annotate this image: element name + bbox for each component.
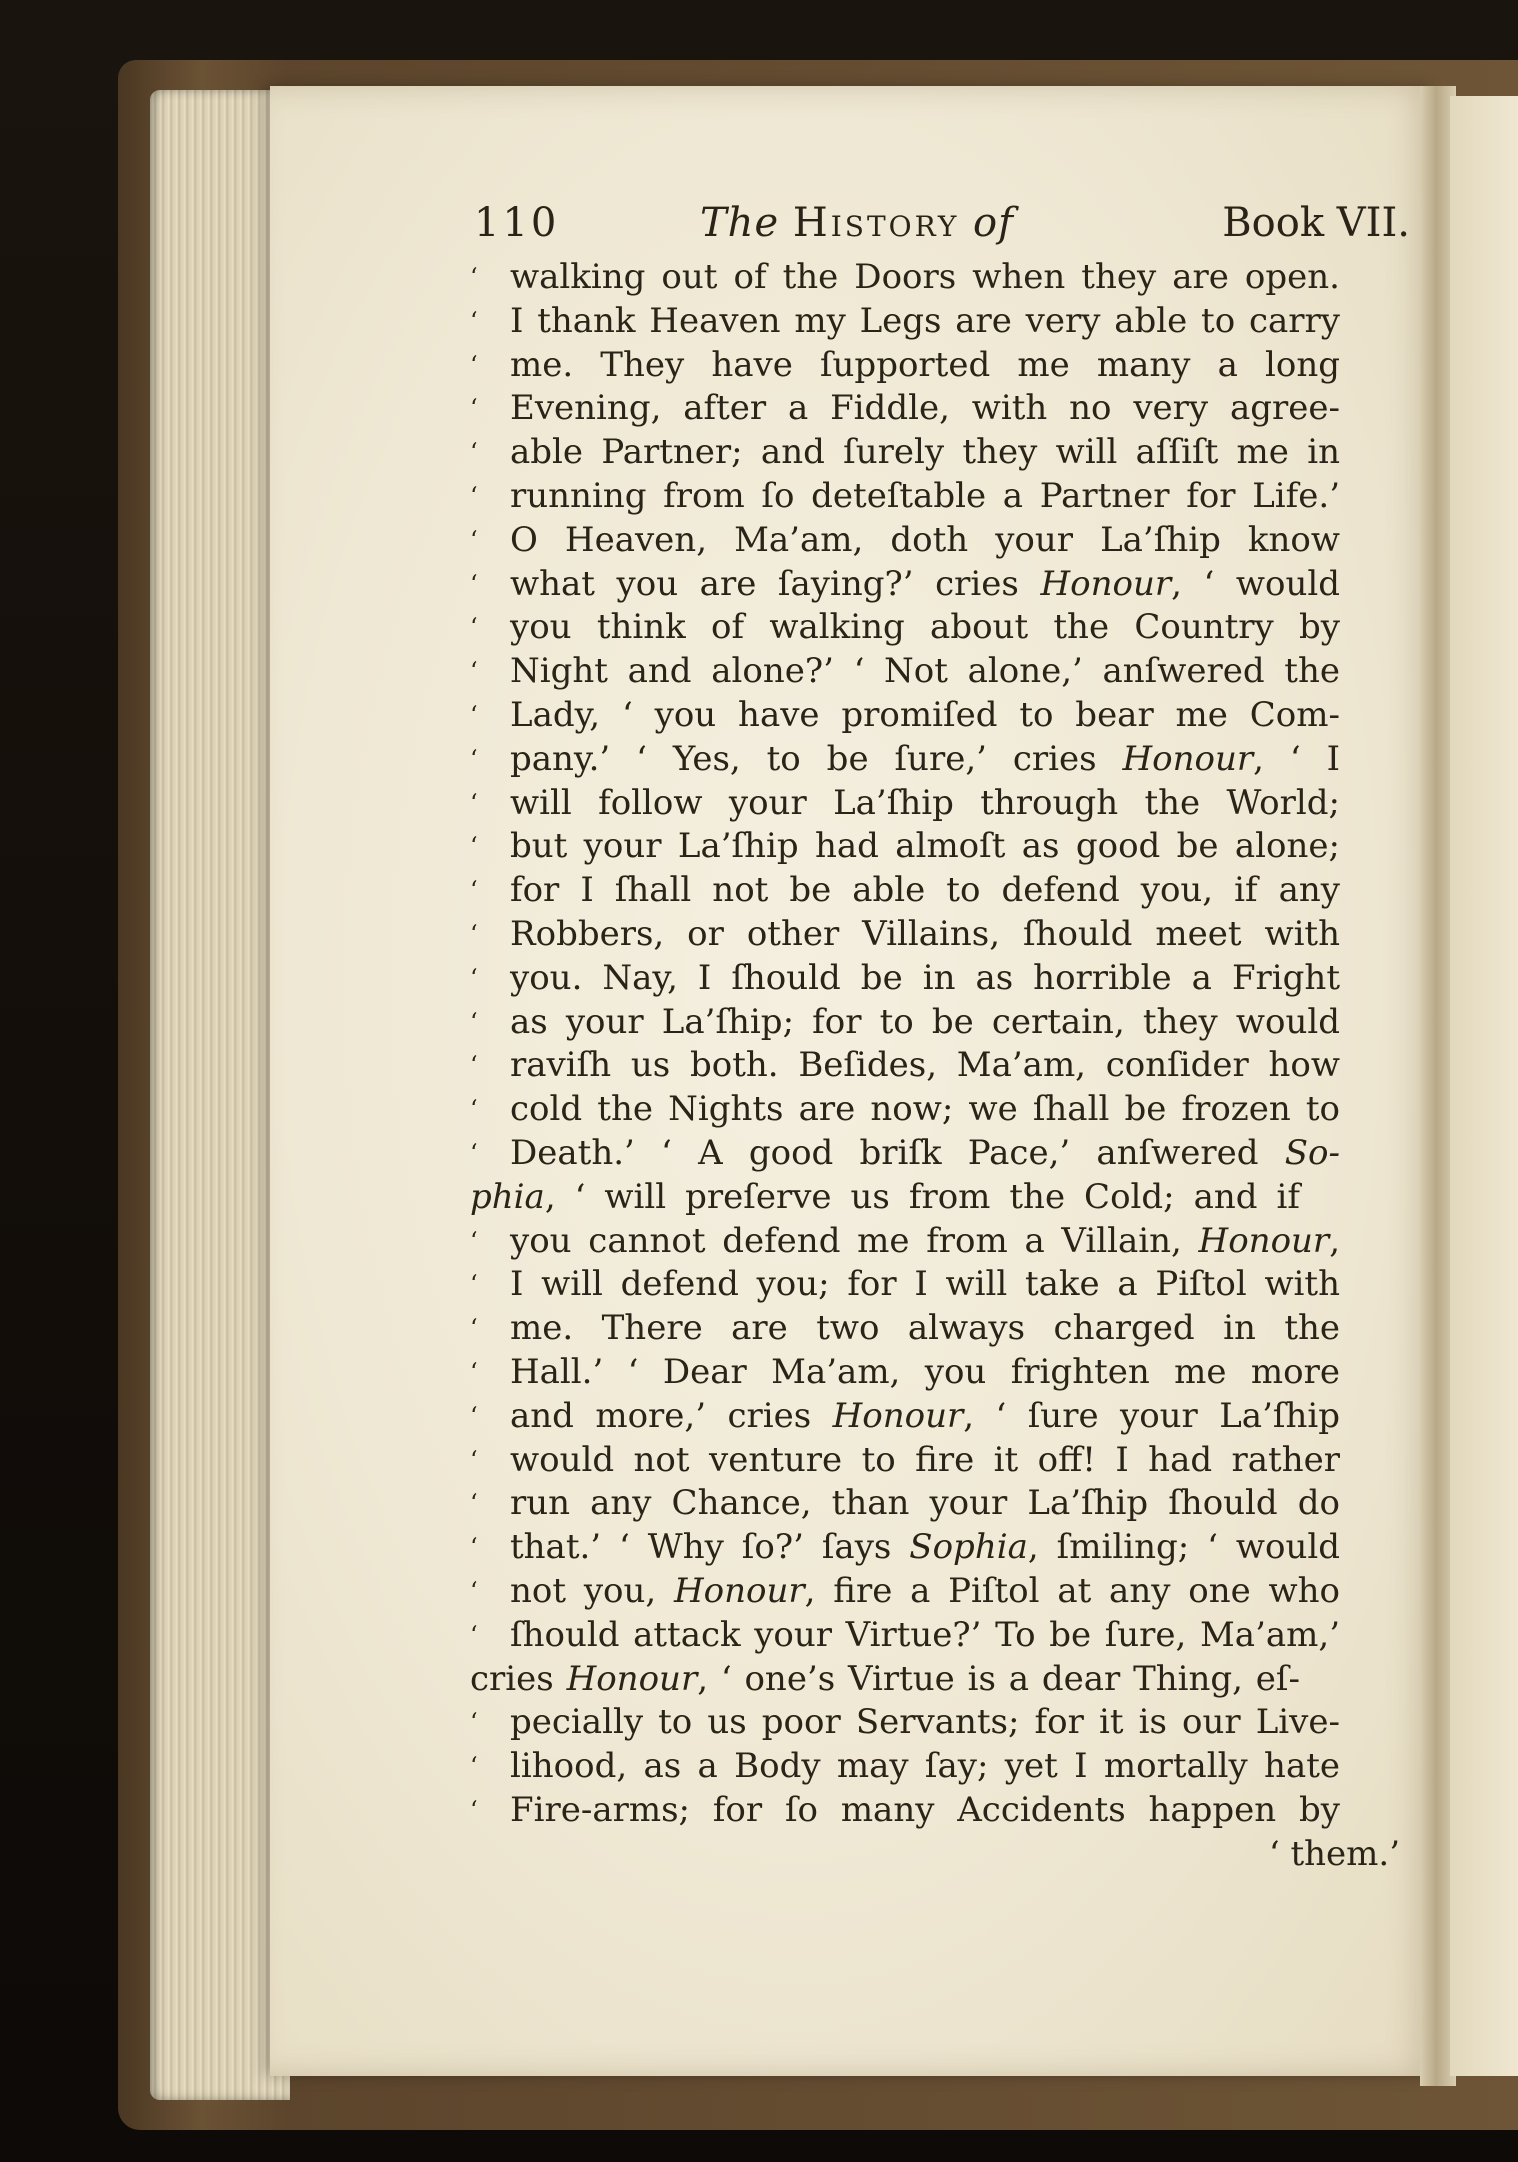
- quote-mark: ‘: [470, 963, 478, 992]
- text-line: [440, 344, 1340, 388]
- quote-mark: ‘: [470, 832, 478, 861]
- quote-mark: ‘: [470, 525, 478, 554]
- line-text: will follow your La’ſhip through the World;: [510, 782, 1340, 823]
- text-line: [440, 1745, 1340, 1789]
- quote-mark: ‘: [470, 744, 478, 773]
- running-title-main: History: [792, 200, 960, 246]
- book-label: Book VII.: [1222, 200, 1410, 246]
- quote-mark: ‘: [470, 1138, 478, 1167]
- line-text: ,: [1329, 1220, 1340, 1261]
- text-line: [440, 1789, 1340, 1833]
- line-text: you. Nay, I ſhould be in as horrible a Fright: [510, 957, 1340, 998]
- line-text: Evening, after a Fiddle, with no very agree-: [510, 388, 1340, 429]
- facing-page-edge: [1450, 96, 1518, 2076]
- line-text: me. There are two always charged in the: [510, 1308, 1340, 1349]
- line-text: Hall.’ ‘ Dear Ma’am, you frighten me more: [510, 1351, 1340, 1392]
- line-text: raviſh us both. Beſides, Ma’am, conſider how: [510, 1045, 1340, 1086]
- line-text: O Heaven, Ma’am, doth your La’ſhip know: [510, 519, 1340, 560]
- line-text: pany.’ ‘ Yes, to be ſure,’ cries: [510, 738, 1123, 779]
- quote-mark: ‘: [470, 1445, 478, 1474]
- italic-name: So-: [1284, 1132, 1340, 1173]
- page-text: [440, 190, 1410, 1876]
- quote-mark: ‘: [470, 700, 478, 729]
- text-line: [440, 387, 1340, 431]
- italic-name: phia: [470, 1176, 545, 1217]
- line-text: ſhould attack your Virtue?’ To be ſure, Ma’am,’: [510, 1614, 1340, 1655]
- line-text: , ‘ one’s Virtue is a dear Thing, eſ-: [697, 1658, 1300, 1699]
- text-line: [440, 1263, 1340, 1307]
- line-text: , ‘ will preſerve us from the Cold; and if: [544, 1176, 1300, 1217]
- quote-mark: ‘: [470, 919, 478, 948]
- text-line: [440, 957, 1340, 1001]
- text-line: [440, 1044, 1340, 1088]
- quote-mark: ‘: [470, 1226, 478, 1255]
- line-text: Night and alone?’ ‘ Not alone,’ anſwered the: [510, 651, 1340, 692]
- quote-mark: ‘: [470, 1576, 478, 1605]
- quote-mark: ‘: [470, 1357, 478, 1386]
- page-edges: [150, 90, 290, 2100]
- italic-name: Honour: [1198, 1220, 1330, 1261]
- quote-mark: ‘: [470, 1752, 478, 1781]
- line-text: Death.’ ‘ A good briſk Pace,’ anſwered: [510, 1132, 1285, 1173]
- text-line: [440, 1439, 1340, 1483]
- text-line: [440, 431, 1340, 475]
- text-line: [440, 256, 1340, 300]
- text-line: [440, 694, 1340, 738]
- quote-mark: ‘: [470, 263, 478, 291]
- text-line: [440, 475, 1340, 519]
- text-line: [440, 1132, 1340, 1176]
- line-text: me. They have ſupported me many a long: [510, 344, 1340, 385]
- quote-mark: ‘: [470, 1795, 478, 1824]
- line-text: not you,: [510, 1570, 675, 1611]
- catchword: ‘ them.’: [1268, 1833, 1400, 1874]
- quote-mark: ‘: [470, 394, 478, 423]
- running-title-prefix: The: [700, 200, 780, 246]
- quote-mark: ‘: [470, 657, 478, 686]
- running-header: [440, 190, 1410, 256]
- italic-name: Sophia: [909, 1527, 1028, 1568]
- line-text: you think of walking about the Country by: [510, 607, 1340, 648]
- text-line: [440, 1220, 1340, 1264]
- text-line: [440, 1701, 1340, 1745]
- line-text: Fire-arms; for ſo many Accidents happen by: [510, 1789, 1340, 1830]
- text-line: [440, 1614, 1340, 1658]
- quote-mark: ‘: [470, 1314, 478, 1343]
- text-line: [440, 563, 1340, 607]
- quote-mark: ‘: [470, 788, 478, 817]
- quote-mark: ‘: [470, 350, 478, 379]
- line-text: run any Chance, than your La’ſhip ſhould do: [510, 1483, 1340, 1524]
- quote-mark: ‘: [470, 569, 478, 598]
- page-number: 110: [474, 200, 560, 246]
- text-line: [440, 1482, 1340, 1526]
- text-line: [440, 519, 1340, 563]
- line-text: I thank Heaven my Legs are very able to carry: [510, 300, 1340, 341]
- text-line: [440, 869, 1340, 913]
- line-text: that.’ ‘ Why ſo?’ ſays: [510, 1527, 910, 1568]
- text-line: [440, 913, 1340, 957]
- quote-mark: ‘: [470, 481, 478, 510]
- line-text: what you are ſaying?’ cries: [510, 563, 1041, 604]
- line-text: , ‘ I: [1253, 738, 1340, 779]
- quote-mark: ‘: [470, 1270, 478, 1299]
- line-text: as your La’ſhip; for to be certain, they would: [510, 1001, 1340, 1042]
- text-line: [440, 1088, 1340, 1132]
- quote-mark: ‘: [470, 1051, 478, 1080]
- quote-mark: ‘: [470, 1489, 478, 1518]
- text-line: [440, 1307, 1340, 1351]
- text-line: [440, 1001, 1340, 1045]
- text-line: [440, 1570, 1340, 1614]
- quote-mark: ‘: [470, 1620, 478, 1649]
- running-title: [700, 190, 1014, 256]
- line-text: walking out of the Doors when they are open.: [510, 257, 1340, 297]
- italic-name: Honour: [674, 1570, 805, 1611]
- quote-mark: ‘: [470, 876, 478, 905]
- text-line: [440, 1395, 1340, 1439]
- line-text: for I ſhall not be able to defend you, if any: [510, 870, 1340, 911]
- line-text: Lady, ‘ you have promiſed to bear me Com-: [510, 694, 1340, 735]
- line-text: cries: [470, 1658, 567, 1699]
- line-text: running from ſo deteſtable a Partner for Life.’: [510, 475, 1340, 516]
- text-line: [440, 1176, 1300, 1220]
- quote-mark: ‘: [470, 1401, 478, 1430]
- line-text: , fire a Piſtol at any one who: [804, 1570, 1340, 1611]
- line-text: , ‘ ſure your La’ſhip: [963, 1395, 1340, 1436]
- text-line: [440, 1658, 1300, 1702]
- running-title-suffix: of: [973, 200, 1014, 246]
- line-text: and more,’ cries: [510, 1395, 833, 1436]
- quote-mark: ‘: [470, 1708, 478, 1737]
- quote-mark: ‘: [470, 1533, 478, 1562]
- line-text: , ‘ would: [1171, 563, 1340, 604]
- line-text: Robbers, or other Villains, ſhould meet with: [510, 913, 1340, 954]
- quote-mark: ‘: [470, 438, 478, 467]
- line-text: cold the Nights are now; we ſhall be frozen to: [510, 1089, 1340, 1130]
- line-text: , ſmiling; ‘ would: [1027, 1527, 1340, 1568]
- text-line: [440, 738, 1340, 782]
- text-line: [440, 606, 1340, 650]
- text-line: [440, 300, 1340, 344]
- italic-name: Honour: [566, 1658, 698, 1699]
- italic-name: Honour: [1040, 563, 1172, 604]
- line-text: able Partner; and ſurely they will aſſiſt me in: [510, 432, 1340, 473]
- line-text: lihood, as a Body may ſay; yet I mortally hate: [510, 1746, 1340, 1787]
- quote-mark: ‘: [470, 1007, 478, 1036]
- text-line: [440, 1526, 1340, 1570]
- italic-name: Honour: [832, 1395, 964, 1436]
- line-text: would not venture to fire it off! I had rather: [510, 1439, 1340, 1480]
- text-line: [440, 825, 1340, 869]
- quote-mark: ‘: [470, 613, 478, 642]
- line-text: you cannot defend me from a Villain,: [510, 1220, 1199, 1261]
- text-lines: [440, 256, 1340, 1833]
- text-line: [440, 650, 1340, 694]
- quote-mark: ‘: [470, 306, 478, 335]
- quote-mark: ‘: [470, 1095, 478, 1124]
- text-line: [440, 1351, 1340, 1395]
- line-text: but your La’ſhip had almoſt as good be alone;: [510, 826, 1340, 867]
- line-text: pecially to us poor Servants; for it is our Live-: [510, 1702, 1340, 1743]
- line-text: I will defend you; for I will take a Piſtol with: [510, 1264, 1340, 1305]
- text-line: [440, 782, 1340, 826]
- italic-name: Honour: [1122, 738, 1254, 779]
